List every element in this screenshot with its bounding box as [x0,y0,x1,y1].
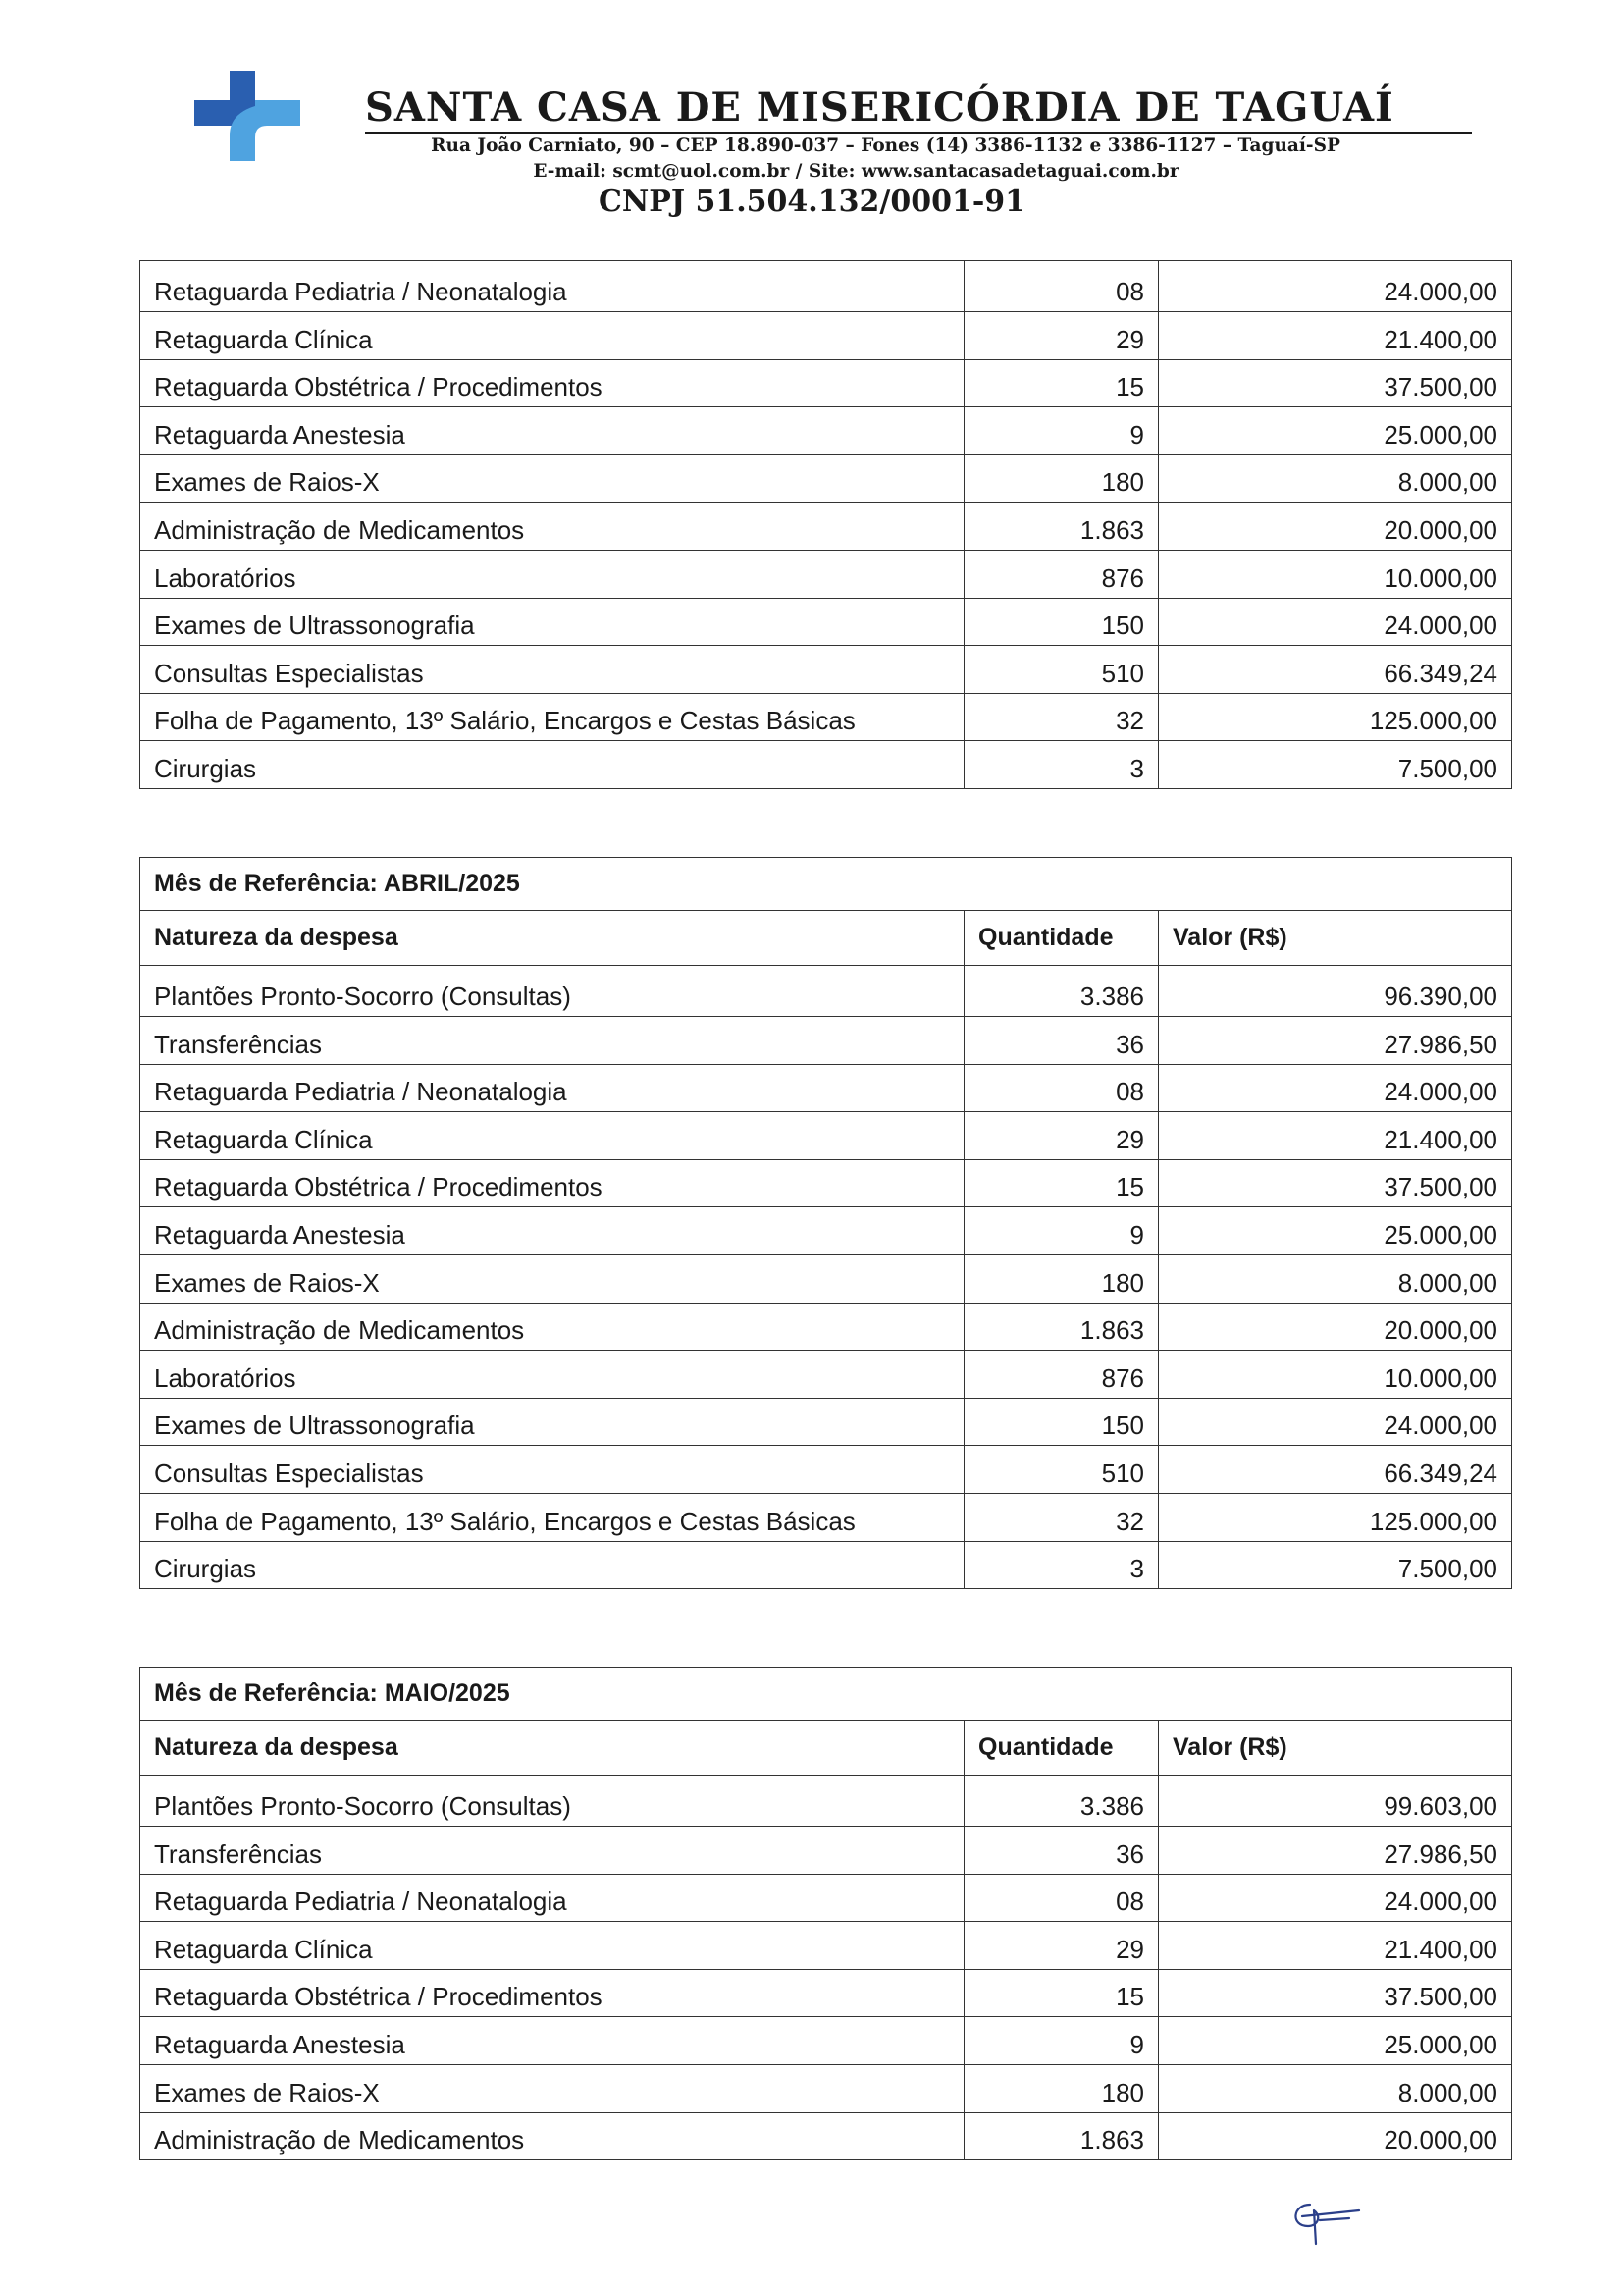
expense-nature-cell: Exames de Ultrassonografia [140,598,965,646]
table-row [140,1874,1512,1922]
quantity-cell: 15 [965,359,1159,407]
table-row [140,2017,1512,2065]
expense-nature-cell: Retaguarda Anestesia [140,407,965,455]
value-cell: 24.000,00 [1159,1874,1512,1922]
value-cell: 10.000,00 [1159,550,1512,598]
value-cell: 66.349,24 [1159,646,1512,694]
quantity-cell: 3 [965,741,1159,789]
value-cell: 21.400,00 [1159,1112,1512,1160]
table-row [140,1827,1512,1875]
quantity-cell: 510 [965,646,1159,694]
expense-nature-cell: Consultas Especialistas [140,646,965,694]
value-cell: 24.000,00 [1159,261,1512,312]
column-header-quantity: Quantidade [965,1721,1159,1776]
column-header-value: Valor (R$) [1159,1721,1512,1776]
expense-nature-cell: Retaguarda Clínica [140,1922,965,1970]
table-row [140,1064,1512,1112]
quantity-cell: 876 [965,550,1159,598]
quantity-cell: 08 [965,261,1159,312]
expense-nature-cell: Administração de Medicamentos [140,503,965,551]
quantity-cell: 3 [965,1541,1159,1589]
quantity-cell: 876 [965,1351,1159,1399]
value-cell: 96.390,00 [1159,966,1512,1017]
quantity-cell: 180 [965,454,1159,503]
table-row [140,312,1512,360]
table-row [140,1207,1512,1255]
table-row [140,2064,1512,2112]
expense-nature-cell: Retaguarda Obstétrica / Procedimentos [140,359,965,407]
expense-nature-cell: Folha de Pagamento, 13º Salário, Encargos e Cestas Básicas [140,693,965,741]
quantity-cell: 1.863 [965,1303,1159,1351]
value-cell: 24.000,00 [1159,1398,1512,1446]
quantity-cell: 1.863 [965,2112,1159,2160]
expense-nature-cell: Folha de Pagamento, 13º Salário, Encargos e Cestas Básicas [140,1493,965,1541]
value-cell: 37.500,00 [1159,1969,1512,2017]
quantity-cell: 9 [965,407,1159,455]
expense-nature-cell: Retaguarda Clínica [140,312,965,360]
table-row [140,503,1512,551]
table-row [140,598,1512,646]
value-cell: 8.000,00 [1159,454,1512,503]
value-cell: 20.000,00 [1159,503,1512,551]
quantity-cell: 29 [965,1922,1159,1970]
column-header-nature: Natureza da despesa [140,911,965,966]
table-row [140,359,1512,407]
value-cell: 37.500,00 [1159,1159,1512,1207]
quantity-cell: 15 [965,1159,1159,1207]
table-row [140,2112,1512,2160]
quantity-cell: 510 [965,1446,1159,1494]
value-cell: 10.000,00 [1159,1351,1512,1399]
expense-nature-cell: Retaguarda Obstétrica / Procedimentos [140,1159,965,1207]
expense-nature-cell: Administração de Medicamentos [140,1303,965,1351]
expense-nature-cell: Transferências [140,1827,965,1875]
column-header-quantity: Quantidade [965,911,1159,966]
quantity-cell: 32 [965,693,1159,741]
value-cell: 27.986,50 [1159,1827,1512,1875]
handwritten-initials [1281,2187,1379,2246]
table-row [140,1398,1512,1446]
expense-nature-cell: Cirurgias [140,741,965,789]
table-row [140,1446,1512,1494]
value-cell: 21.400,00 [1159,1922,1512,1970]
table-row [140,454,1512,503]
table-row [140,1159,1512,1207]
table-row [140,407,1512,455]
quantity-cell: 150 [965,598,1159,646]
quantity-cell: 180 [965,1254,1159,1303]
value-cell: 7.500,00 [1159,1541,1512,1589]
header-row [140,911,1512,966]
value-cell: 66.349,24 [1159,1446,1512,1494]
value-cell: 37.500,00 [1159,359,1512,407]
table-row [140,1112,1512,1160]
expense-nature-cell: Laboratórios [140,550,965,598]
table-row [140,1969,1512,2017]
quantity-cell: 29 [965,1112,1159,1160]
expense-nature-cell: Retaguarda Anestesia [140,1207,965,1255]
table-row [140,1254,1512,1303]
expense-nature-cell: Exames de Ultrassonografia [140,1398,965,1446]
value-cell: 8.000,00 [1159,2064,1512,2112]
expense-table-may [139,1667,1512,2160]
quantity-cell: 9 [965,1207,1159,1255]
quantity-cell: 9 [965,2017,1159,2065]
table-row [140,693,1512,741]
value-cell: 20.000,00 [1159,1303,1512,1351]
quantity-cell: 29 [965,312,1159,360]
value-cell: 27.986,50 [1159,1017,1512,1065]
expense-nature-cell: Exames de Raios-X [140,2064,965,2112]
value-cell: 24.000,00 [1159,1064,1512,1112]
month-label: Mês de Referência: ABRIL/2025 [140,858,1512,911]
table-row [140,1017,1512,1065]
quantity-cell: 36 [965,1827,1159,1875]
table-row [140,261,1512,312]
quantity-cell: 36 [965,1017,1159,1065]
column-header-value: Valor (R$) [1159,911,1512,966]
month-label: Mês de Referência: MAIO/2025 [140,1668,1512,1721]
value-cell: 25.000,00 [1159,407,1512,455]
expense-nature-cell: Cirurgias [140,1541,965,1589]
address-line: Rua João Carniato, 90 – CEP 18.890-037 – Fones (14) 3386-1132 e 3386-1127 – Taguaí-SP [431,135,1340,156]
quantity-cell: 08 [965,1064,1159,1112]
value-cell: 99.603,00 [1159,1776,1512,1827]
quantity-cell: 180 [965,2064,1159,2112]
value-cell: 20.000,00 [1159,2112,1512,2160]
expense-nature-cell: Consultas Especialistas [140,1446,965,1494]
value-cell: 8.000,00 [1159,1254,1512,1303]
value-cell: 7.500,00 [1159,741,1512,789]
title-underline [365,132,1472,134]
value-cell: 21.400,00 [1159,312,1512,360]
organization-name: SANTA CASA DE MISERICÓRDIA DE TAGUAÍ [365,84,1394,131]
month-row [140,858,1512,911]
expense-nature-cell: Plantões Pronto-Socorro (Consultas) [140,1776,965,1827]
table-row [140,1776,1512,1827]
table-row [140,741,1512,789]
quantity-cell: 3.386 [965,966,1159,1017]
expense-nature-cell: Exames de Raios-X [140,454,965,503]
quantity-cell: 08 [965,1874,1159,1922]
expense-nature-cell: Retaguarda Clínica [140,1112,965,1160]
contact-line: E-mail: scmt@uol.com.br / Site: www.santacasadetaguai.com.br [533,161,1179,182]
expense-nature-cell: Plantões Pronto-Socorro (Consultas) [140,966,965,1017]
expense-nature-cell: Retaguarda Pediatria / Neonatalogia [140,1064,965,1112]
quantity-cell: 32 [965,1493,1159,1541]
quantity-cell: 1.863 [965,503,1159,551]
expense-nature-cell: Retaguarda Pediatria / Neonatalogia [140,261,965,312]
value-cell: 25.000,00 [1159,1207,1512,1255]
quantity-cell: 3.386 [965,1776,1159,1827]
table-row [140,1351,1512,1399]
table-row [140,1303,1512,1351]
table-row [140,1493,1512,1541]
value-cell: 125.000,00 [1159,1493,1512,1541]
value-cell: 24.000,00 [1159,598,1512,646]
expense-table-continued [139,260,1512,789]
expense-nature-cell: Exames de Raios-X [140,1254,965,1303]
quantity-cell: 15 [965,1969,1159,2017]
expense-nature-cell: Laboratórios [140,1351,965,1399]
column-header-nature: Natureza da despesa [140,1721,965,1776]
expense-nature-cell: Retaguarda Obstétrica / Procedimentos [140,1969,965,2017]
table-row [140,1541,1512,1589]
value-cell: 125.000,00 [1159,693,1512,741]
quantity-cell: 150 [965,1398,1159,1446]
month-row [140,1668,1512,1721]
cnpj-number: CNPJ 51.504.132/0001-91 [598,185,1026,219]
table-row [140,966,1512,1017]
expense-nature-cell: Retaguarda Anestesia [140,2017,965,2065]
table-row [140,550,1512,598]
header-row [140,1721,1512,1776]
value-cell: 25.000,00 [1159,2017,1512,2065]
table-row [140,1922,1512,1970]
expense-nature-cell: Retaguarda Pediatria / Neonatalogia [140,1874,965,1922]
expense-nature-cell: Transferências [140,1017,965,1065]
expense-table-april [139,857,1512,1589]
table-row [140,646,1512,694]
expense-nature-cell: Administração de Medicamentos [140,2112,965,2160]
